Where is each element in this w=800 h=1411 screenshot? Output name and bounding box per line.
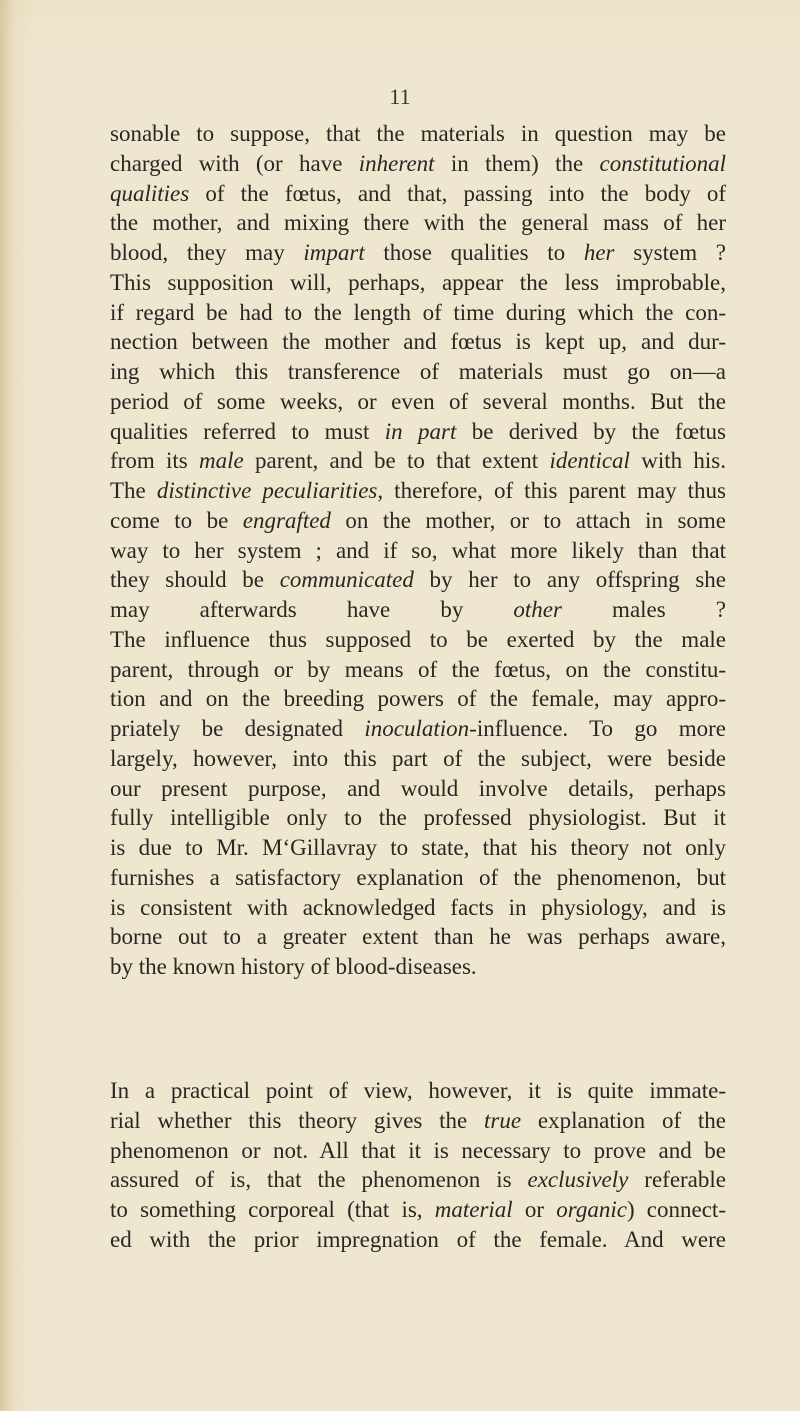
text-segment: , therefore, of this parent may thus [377, 478, 726, 503]
text-segment: in them) the [434, 150, 600, 176]
text-segment: with his. [629, 448, 726, 474]
text-segment: nection between the mother and fœtus is kept up, and dur- [110, 329, 726, 355]
text-line [110, 268, 726, 298]
text-line [110, 1165, 726, 1195]
text-segment: males ? [561, 597, 726, 622]
text-line [110, 893, 726, 923]
italic-text: true [484, 1107, 522, 1133]
text-segment: ing which this transference of materials must go on—a [110, 359, 726, 384]
text-segment: blood, they may [110, 240, 304, 265]
text-segment: the mother, and mixing there with the general mass of her [110, 210, 726, 236]
text-segment: -influence. To go more [469, 716, 727, 741]
text-segment: come to be [110, 507, 243, 533]
text-segment: if regard be had to the length of time during which the con- [110, 299, 726, 325]
text-line [110, 625, 726, 655]
text-line [110, 387, 726, 417]
text-line [110, 1076, 726, 1106]
text-segment: ) connect- [626, 1197, 726, 1222]
text-segment: borne out to a greater extent than he was perhaps aware, [110, 924, 726, 950]
text-line [110, 803, 726, 833]
text-segment: explanation of the [521, 1107, 726, 1133]
italic-text: in part [384, 418, 457, 444]
italic-text: engrafted [242, 507, 331, 533]
italic-text: her [583, 240, 615, 265]
text-segment: phenomenon or not. All that it is necessary to prove and be [110, 1137, 726, 1163]
text-line [110, 476, 726, 506]
text-line [110, 922, 726, 952]
text-segment: or [512, 1197, 557, 1222]
text-segment: by her to any offspring she [413, 567, 727, 593]
text-segment: referable [628, 1167, 726, 1193]
italic-text: identical [549, 448, 630, 474]
text-line [110, 506, 726, 536]
text-line [110, 744, 726, 774]
italic-text: inherent [358, 150, 435, 176]
text-line [110, 119, 726, 149]
text-line [110, 684, 726, 714]
text-segment: may afterwards have by [110, 597, 514, 622]
text-segment: rial whether this theory gives the [110, 1107, 485, 1133]
text-line [110, 655, 726, 685]
italic-text: exclusively [527, 1167, 629, 1193]
text-line [110, 208, 726, 238]
text-segment: on the mother, or to attach in some [330, 507, 726, 533]
text-line [110, 952, 726, 982]
text-segment: period of some weeks, or even of several months. But the [110, 388, 726, 414]
text-line [110, 833, 726, 863]
page-number: 11 [389, 84, 411, 109]
text-line [110, 446, 726, 476]
text-line [110, 1225, 726, 1255]
italic-text: material [434, 1197, 513, 1222]
text-segment: tion and on the breeding powers of the female, may appro- [110, 686, 726, 712]
text-segment: from its [110, 448, 200, 474]
text-line [110, 357, 726, 387]
text-segment: furnishes a satisfactory explanation of the phenomenon, but [110, 864, 726, 890]
text-segment: those qualities to [364, 240, 584, 265]
italic-text: constitutional [599, 150, 726, 176]
text-line [110, 298, 726, 328]
italic-text: inoculation [364, 716, 470, 741]
italic-text: organic [556, 1197, 627, 1222]
text-segment: qualities referred to must [110, 418, 385, 444]
text-segment: largely, however, into this part of the subject, were beside [110, 745, 726, 771]
text-segment: This supposition will, perhaps, appear the less improbable, [110, 269, 726, 295]
italic-text: qualities [110, 180, 190, 206]
text-segment: they should be [110, 567, 280, 593]
text-line [110, 179, 726, 209]
text-line [110, 863, 726, 893]
text-line [110, 327, 726, 357]
text-segment: of the fœtus, and that, passing into the body of [189, 180, 726, 206]
text-line [110, 1106, 726, 1136]
text-line [110, 774, 726, 804]
text-line [110, 1136, 726, 1166]
text-line [110, 714, 726, 744]
text-segment: ed with the prior impregnation of the female. And were [110, 1226, 726, 1252]
text-segment: The [110, 478, 157, 503]
italic-text: impart [303, 240, 365, 265]
text-line [110, 1195, 726, 1225]
text-segment: parent, through or by means of the fœtus, on the constitu- [110, 656, 726, 682]
text-segment: by the known history of blood-diseases. [110, 954, 477, 979]
text-line [110, 536, 726, 566]
text-segment: priately be designated [110, 716, 365, 741]
text-segment: The influence thus supposed to be exerted by the male [110, 626, 726, 652]
text-line [110, 238, 726, 268]
text-segment: system ? [614, 240, 726, 265]
text-line [110, 595, 726, 625]
text-segment: our present purpose, and would involve details, perhaps [110, 775, 726, 801]
text-line [110, 565, 726, 595]
text-segment: be derived by the fœtus [456, 418, 727, 444]
paragraph-2 [110, 1076, 726, 1255]
text-segment: sonable to suppose, that the materials in question may be [110, 121, 726, 146]
italic-text: communicated [279, 567, 414, 593]
text-segment: is consistent with acknowledged facts in physiology, and is [110, 894, 726, 920]
text-segment: way to her system ; and if so, what more likely than that [110, 537, 726, 563]
text-line [110, 417, 726, 447]
italic-text: male [199, 448, 244, 474]
text-segment: parent, and be to that extent [243, 448, 550, 474]
paragraph-1 [110, 119, 726, 982]
text-segment: assured of is, that the phenomenon is [110, 1167, 528, 1193]
text-segment: In a practical point of view, however, it is quite immate- [110, 1078, 726, 1103]
text-segment: fully intelligible only to the professed physiologist. But it [110, 805, 726, 831]
text-segment: to something corporeal (that is, [110, 1197, 435, 1222]
italic-text: other [513, 597, 562, 622]
italic-text: distinctive peculiarities [156, 478, 378, 503]
text-line [110, 149, 726, 179]
text-segment: is due to Mr. M‘Gillavray to state, that his theory not only [110, 835, 726, 860]
text-segment: charged with (or have [110, 150, 359, 176]
